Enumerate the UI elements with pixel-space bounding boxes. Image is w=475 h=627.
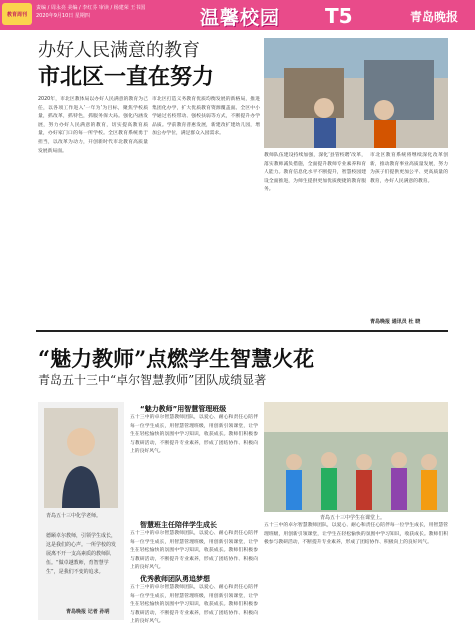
- headline-top: 办好人民满意的教育: [38, 40, 200, 61]
- headline-main: 市北区一直在努力: [38, 64, 215, 90]
- article2-body-4: 五十三中的卓尔智慧教师团队，以爱心、耐心和责任心陪伴每一位学生成长，用智慧管理班级，用创新引领课堂，让学生在轻松愉快的氛围中学习知识，收获成长。教师们积极参与教研活动，不断提升专业素养，形成了团结协作、积极向上的良好风气。: [264, 523, 448, 546]
- sidebar-box: [38, 402, 124, 620]
- section-divider: [36, 330, 448, 332]
- sidebar-text: 德颐卓尔教师，引领学生成长，这是我们的心声。一所学校的发展离不开一支高素质的教师队伍。“做卓越教师，育智慧学生”，是我们不变的追求。: [46, 533, 117, 575]
- portrait-caption: 青岛五十三中化学老师。: [46, 513, 102, 519]
- section-heading-2: 智慧班主任陪伴学生成长: [140, 521, 217, 529]
- paper-name: 青岛晚报: [410, 10, 459, 24]
- page-number: T5: [325, 4, 353, 28]
- sidebar-byline: 青岛晚报 记者 孙明: [66, 609, 110, 615]
- page-header: [0, 0, 475, 30]
- headline-2: “魅力教师”点燃学生智慧火花: [38, 346, 315, 371]
- editors-line: 责编 / 周永亮 美编 / 李红芬 审读 / 杨建荣 王书国: [36, 5, 146, 11]
- article2-body-3: 五十三中的卓尔智慧教师团队，以爱心、耐心和责任心陪伴每一位学生成长，用智慧管理班级，用创新引领课堂，让学生在轻松愉快的氛围中学习知识，收获成长。教师们积极参与教研活动，不断提升专业素养，形成了团结协作、积极向上的良好风气。: [130, 585, 258, 625]
- section-heading-3: 优秀教师团队勇追梦想: [140, 575, 210, 583]
- section-tag: 教育周刊: [2, 3, 32, 25]
- section-heading-1: “魅力教师”用智慧管理班级: [140, 405, 227, 413]
- article2-photo: [264, 402, 448, 512]
- date-line: 2020年9月10日 星期四: [36, 13, 90, 19]
- article2-body-1: 五十三中的卓尔智慧教师团队，以爱心、耐心和责任心陪伴每一位学生成长，用智慧管理班级，用创新引领课堂，让学生在轻松愉快的氛围中学习知识，收获成长。教师们积极参与教研活动，不断提升专业素养，形成了团结协作、积极向上的良好风气。: [130, 415, 258, 455]
- subheadline-2: 青岛五十三中“卓尔智慧教师”团队成绩显著: [38, 373, 267, 387]
- article1-photo: [264, 38, 448, 148]
- photo2-caption: 青岛五十三中学生在课堂上。: [320, 515, 386, 521]
- column-title: 温馨校园: [200, 7, 281, 29]
- article1-column-1: 2020年，市北区教体局以办好人民满意的教育为己任，以各项工作进入‘一年为’为目标，聚焦学校质量，抓改革，抓特色，抓服务保大局。强化内涵发展，努力办好人民满意的教育，切实提高教育质量，办好家门口的每一所学校。全区教育系统勇于担当，以改革为动力，开创新时代市北教育高质量发展新局面。: [38, 97, 148, 154]
- teacher-portrait: [44, 408, 118, 508]
- article2-body-2: 五十三中的卓尔智慧教师团队，以爱心、耐心和责任心陪伴每一位学生成长，用智慧管理班级，用创新引领课堂，让学生在轻松愉快的氛围中学习知识，收获成长。教师们积极参与教研活动，不断提升专业素养，形成了团结协作、积极向上的良好风气。: [130, 531, 258, 571]
- header-meta: [36, 4, 145, 20]
- article1-byline: 青岛晚报 通讯员 杜 晓: [370, 319, 421, 325]
- article1-column-4: 市北区教育系统将继续深化改革创新，推动教育事业高质量发展，努力为孩子们提供更加公平、更高质量的教育，办好人民满意的教育。: [370, 153, 448, 184]
- article1-column-3: 教师队伍建设持续加强，深化‘县管校聘’改革，落实教师减负措施，全面提升教师专业素养和育人能力。教育信息化水平不断提升，智慧校园建设全面推进，为师生提供更加优质便捷的教育服务。: [264, 153, 366, 193]
- article1-column-2: 市北区打造义务教育优质均衡发展的新格局，推进集团化办学，扩大优质教育资源覆盖面。全区中小学通过名校带动、强校扶弱等方式，不断提升办学品质。学前教育普惠发展，新建改扩建幼儿园，增加公办学位，满足群众入园需求。: [152, 97, 260, 137]
